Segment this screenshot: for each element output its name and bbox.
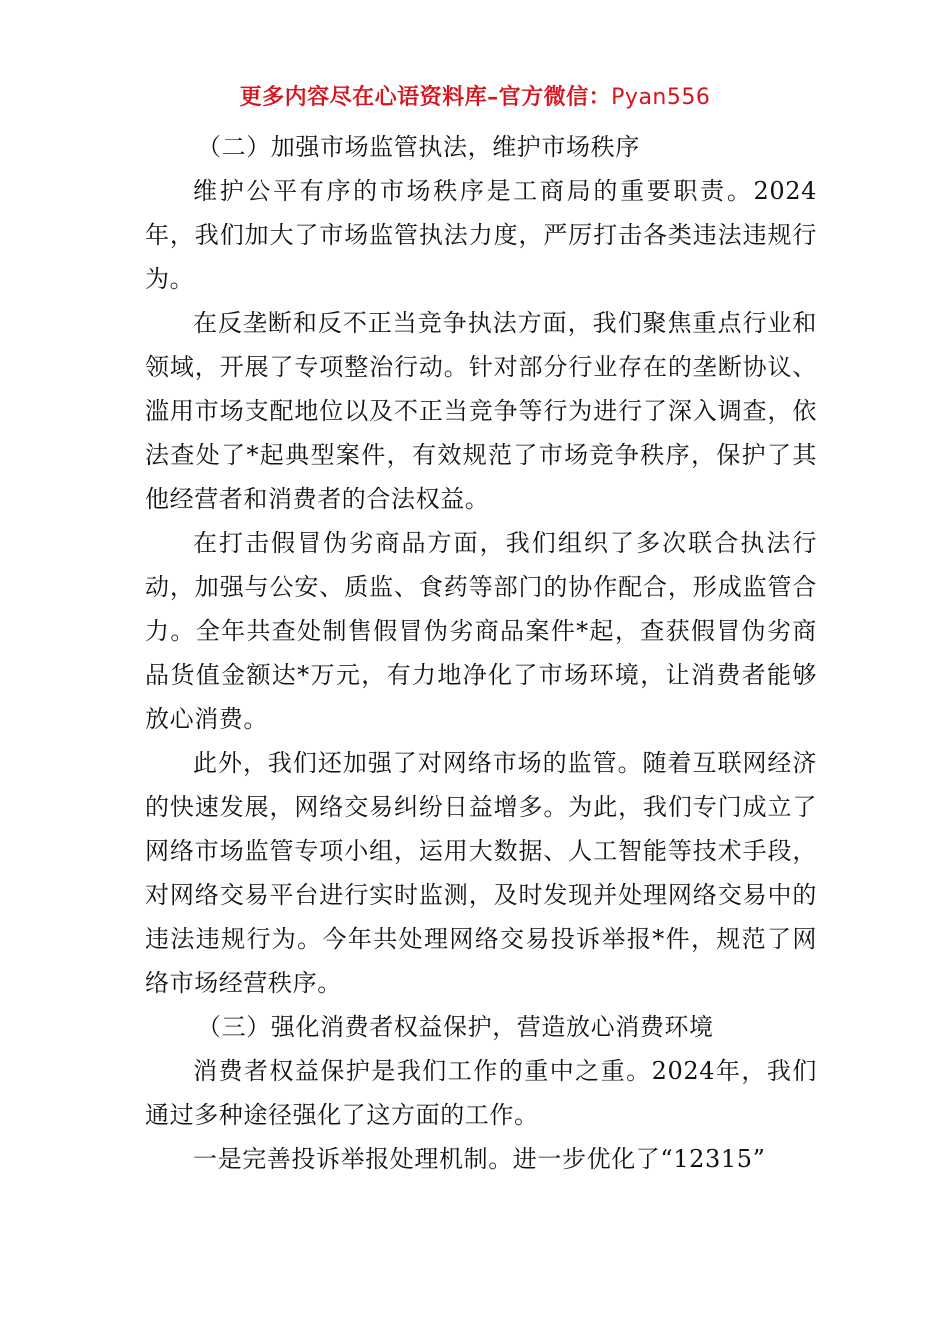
watermark-wechat-id: Pyan556 bbox=[611, 85, 711, 110]
paragraph-counterfeit: 在打击假冒伪劣商品方面，我们组织了多次联合执法行动，加强与公安、质监、食药等部门的协作配合，形成监管合力。全年共查处制售假冒伪劣商品案件*起，查获假冒伪劣商品货值金额达*万元，有力地净化了市场环境，让消费者能够放心消费。 bbox=[145, 529, 817, 733]
watermark-banner bbox=[0, 82, 950, 113]
paragraph-section-2-intro: 维护公平有序的市场秩序是工商局的重要职责。2024年，我们加大了市场监管执法力度，严厉打击各类违法违规行为。 bbox=[145, 177, 817, 293]
paragraph-online-market: 此外，我们还加强了对网络市场的监管。随着互联网经济的快速发展，网络交易纠纷日益增多。为此，我们专门成立了网络市场监管专项小组，运用大数据、人工智能等技术手段，对网络交易平台进行实时监测，及时发现并处理网络交易中的违法违规行为。今年共处理网络交易投诉举报*件，规范了网络市场经营秩序。 bbox=[145, 749, 817, 997]
document-body bbox=[145, 125, 817, 1181]
paragraph-complaint-mechanism: 一是完善投诉举报处理机制。进一步优化了“12315” bbox=[193, 1145, 766, 1173]
watermark-text: 更多内容尽在心语资料库–官方微信： bbox=[239, 84, 612, 110]
paragraph-section-3-intro: 消费者权益保护是我们工作的重中之重。2024年，我们通过多种途径强化了这方面的工作。 bbox=[145, 1057, 817, 1129]
section-2-heading: （二）加强市场监管执法，维护市场秩序 bbox=[197, 133, 640, 161]
paragraph-antimonopoly: 在反垄断和反不正当竞争执法方面，我们聚焦重点行业和领域，开展了专项整治行动。针对部分行业存在的垄断协议、滥用市场支配地位以及不正当竞争等行为进行了深入调查，依法查处了*起典型案件，有效规范了市场竞争秩序，保护了其他经营者和消费者的合法权益。 bbox=[145, 309, 817, 513]
section-3-heading: （三）强化消费者权益保护，营造放心消费环境 bbox=[197, 1013, 714, 1041]
